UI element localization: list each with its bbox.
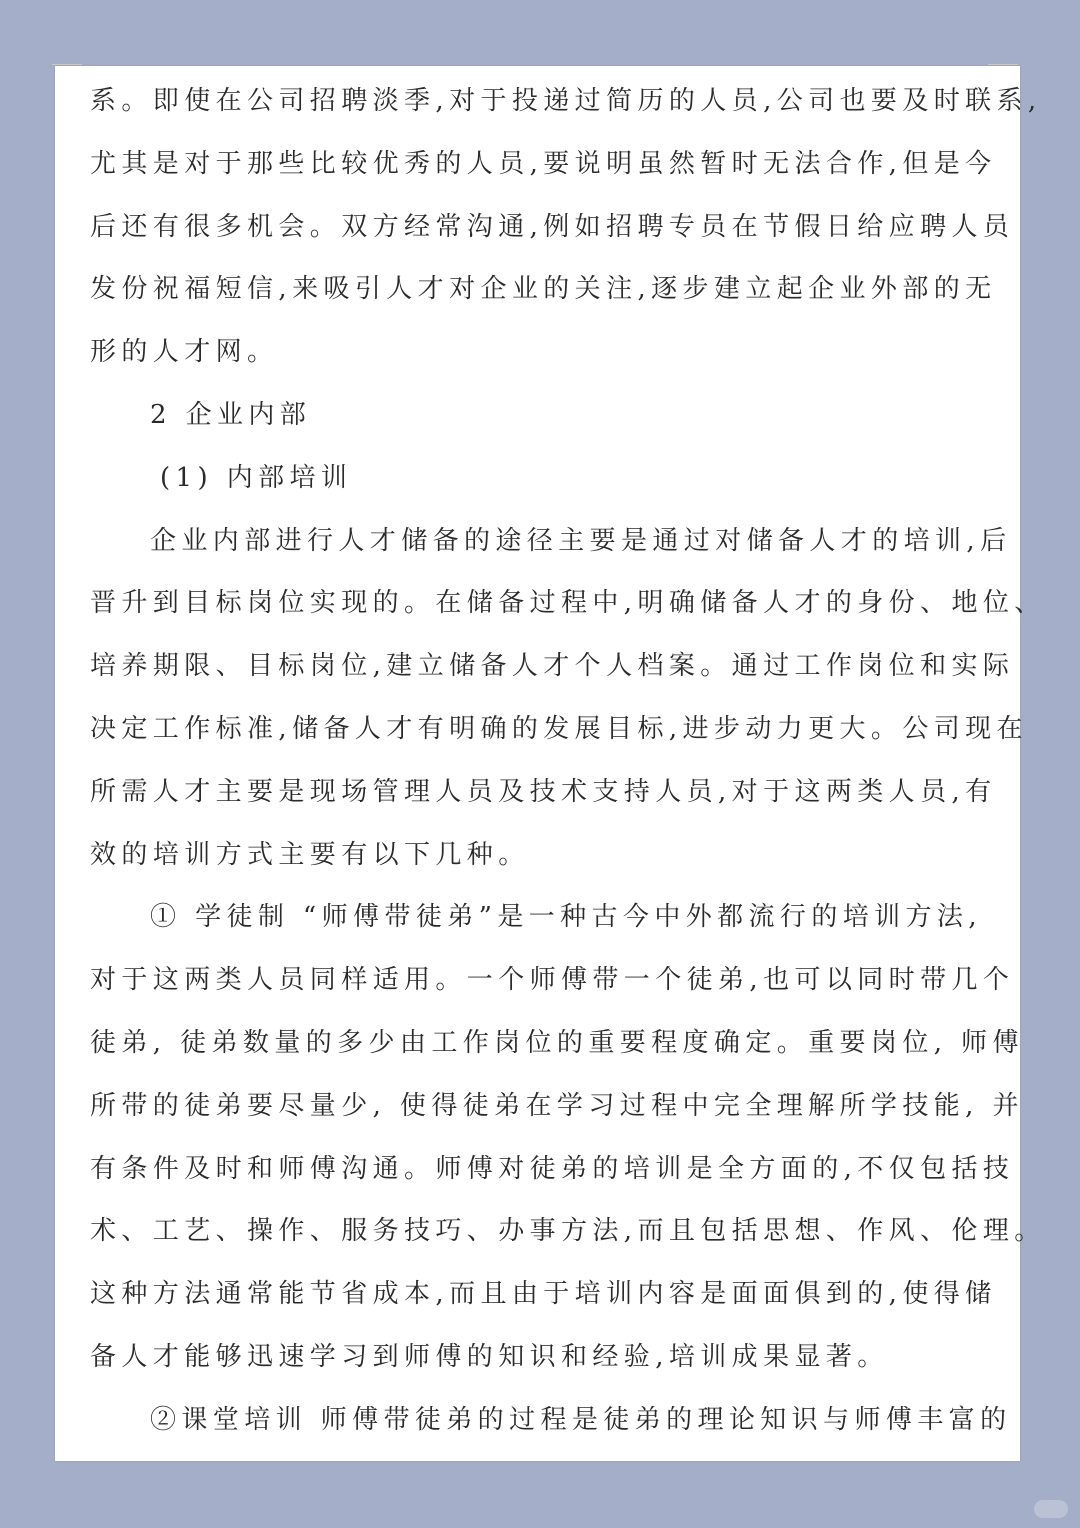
text-line: 发份祝福短信,来吸引人才对企业的关注,逐步建立起企业外部的无 [90, 274, 997, 305]
text-line: 晋升到目标岗位实现的。在储备过程中,明确储备人才的身份、地位、 [90, 588, 1046, 619]
text-line: ②课堂培训 师傅带徒弟的过程是徒弟的理论知识与师傅丰富的 [150, 1404, 1012, 1435]
page-corner-mark [52, 64, 82, 73]
subsection-heading: (1) 内部培训 [160, 462, 353, 493]
document-body [90, 70, 1046, 1452]
text-line: 所带的徒弟要尽量少, 使得徒弟在学习过程中完全理解所学技能, 并 [90, 1090, 1024, 1121]
text-line: 徒弟, 徒弟数量的多少由工作岗位的重要程度确定。重要岗位, 师傅 [90, 1027, 1024, 1058]
page-corner-mark [988, 64, 1018, 73]
text-line: 形的人才网。 [90, 337, 279, 368]
text-line: 效的培训方式主要有以下几种。 [90, 839, 530, 870]
text-line: 所需人才主要是现场管理人员及技术支持人员,对于这两类人员,有 [90, 776, 997, 807]
text-line: 术、工艺、操作、服务技巧、办事方法,而且包括思想、作风、伦理。 [90, 1216, 1046, 1247]
text-line: 尤其是对于那些比较优秀的人员,要说明虽然暂时无法合作,但是今 [90, 148, 997, 179]
watermark-badge [1034, 1500, 1068, 1518]
text-line: 对于这两类人员同样适用。一个师傅带一个徒弟,也可以同时带几个 [90, 965, 1015, 996]
section-heading: 2 企业内部 [150, 399, 312, 430]
text-line: ① 学徒制 “师傅带徒弟”是一种古今中外都流行的培训方法, [150, 902, 982, 933]
text-line: 后还有很多机会。双方经常沟通,例如招聘专员在节假日给应聘人员 [90, 211, 1015, 242]
text-line: 培养期限、目标岗位,建立储备人才个人档案。通过工作岗位和实际 [90, 651, 1015, 682]
text-line: 这种方法通常能节省成本,而且由于培训内容是面面俱到的,使得储 [90, 1279, 997, 1310]
text-line: 决定工作标准,储备人才有明确的发展目标,进步动力更大。公司现在 [90, 713, 1028, 744]
text-line: 企业内部进行人才储备的途径主要是通过对储备人才的培训,后 [150, 525, 1012, 556]
text-line: 系。即使在公司招聘淡季,对于投递过简历的人员,公司也要及时联系, [90, 86, 1042, 116]
text-line: 有条件及时和师傅沟通。师傅对徒弟的培训是全方面的,不仅包括技 [90, 1153, 1015, 1184]
text-line: 备人才能够迅速学习到师傅的知识和经验,培训成果显著。 [90, 1341, 889, 1372]
